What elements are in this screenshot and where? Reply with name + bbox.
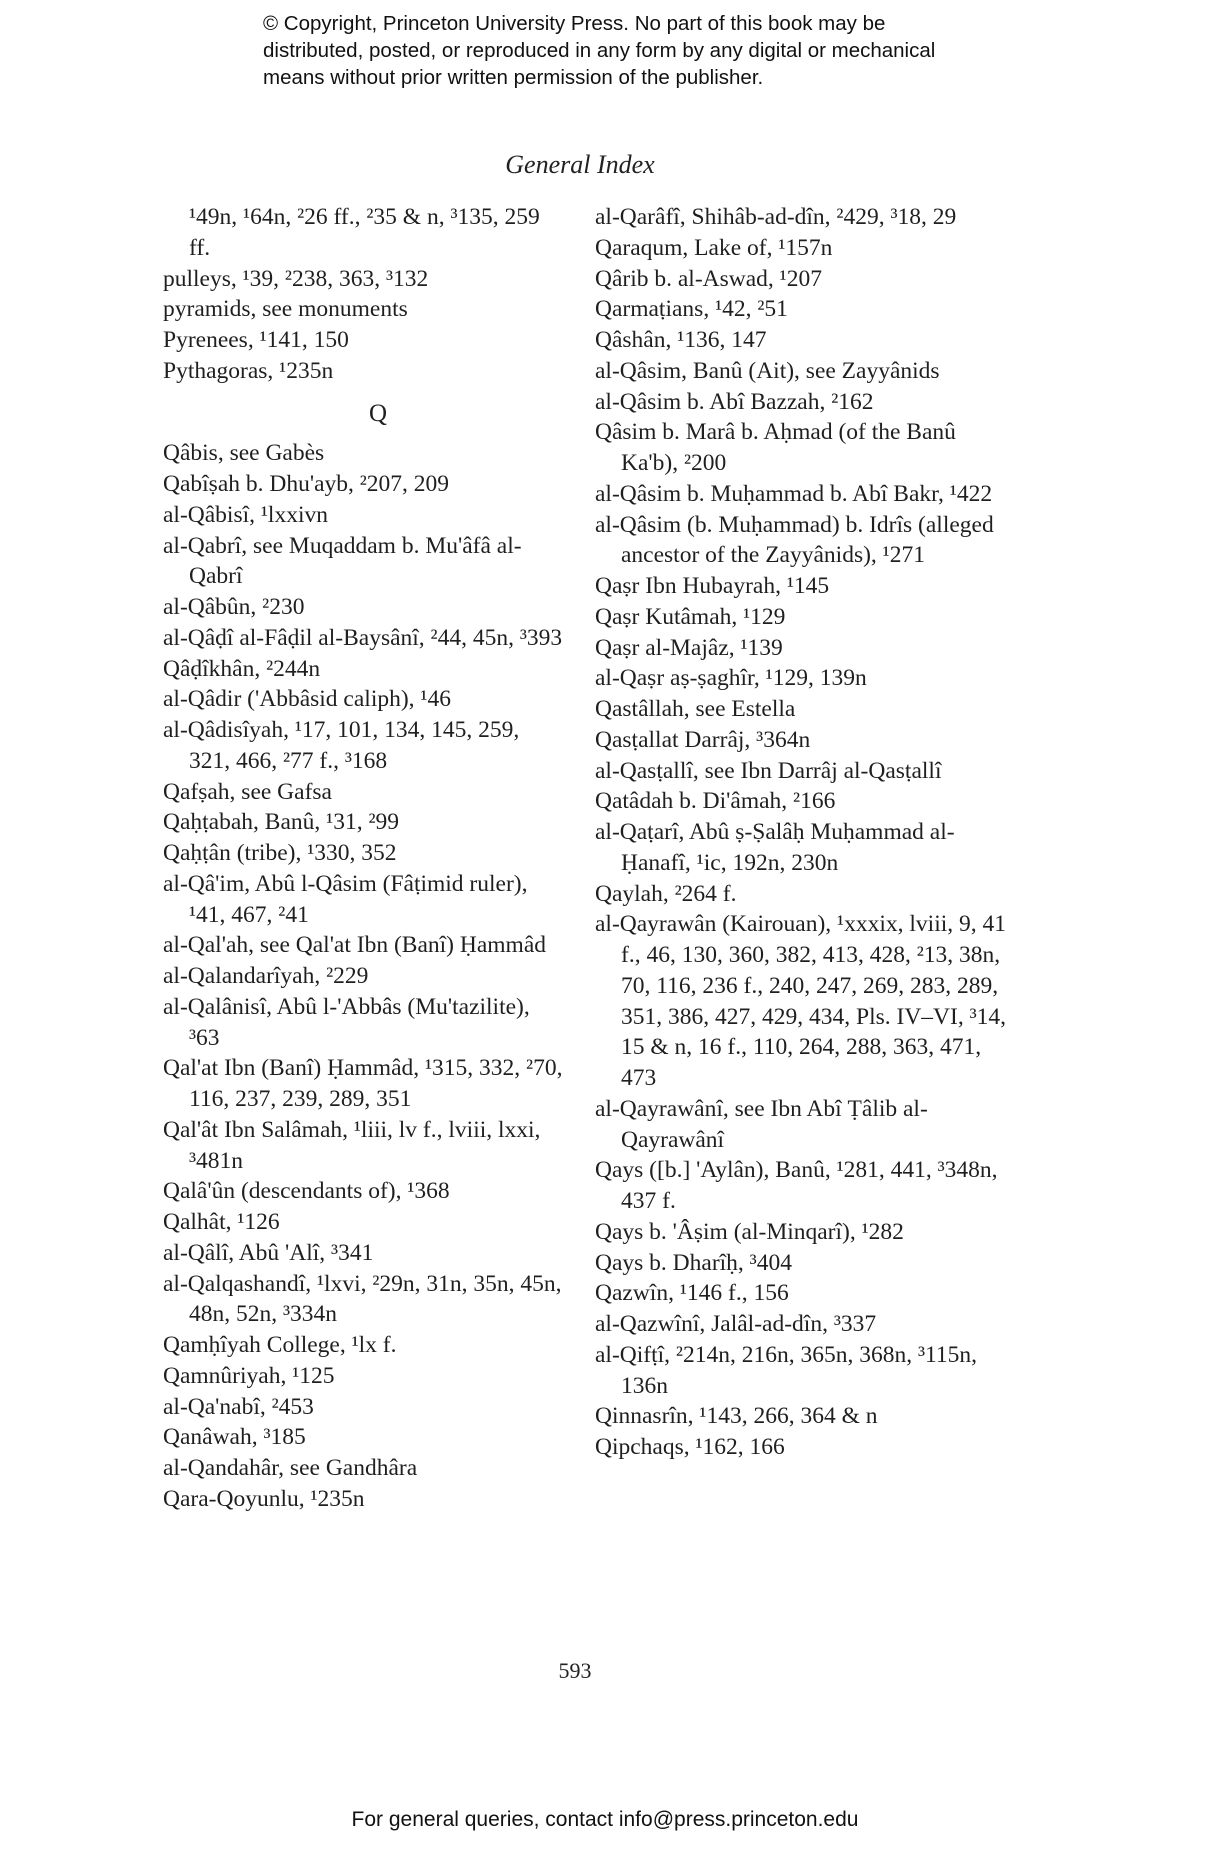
index-entry: al-Qalânisî, Abû l-'Abbâs (Mu'tazilite), ³63 <box>163 993 530 1051</box>
index-entry: Qal'ât Ibn Salâmah, ¹liii, lv f., lviii, lxxi, ³481n <box>163 1116 541 1174</box>
index-entry: al-Qayrawân (Kairouan), ¹xxxix, lviii, 9, 41 f., 46, 130, 360, 382, 413, 428, ²13, 38n, 70, 116, 236 f., 240, 247, 269, 283, 289, 351, 386, 427, 429, 434, Pls. IV–VI, ³14, 15 & n, 16 f., 110, 264, 288, 363, 471, 473 <box>595 911 1007 1091</box>
index-entry: Qara-Qoyunlu, ¹235n <box>163 1485 365 1512</box>
index-entry: Qâsim b. Marâ b. Aḥmad (of the Banû Ka'b), ²200 <box>595 419 956 476</box>
index-entry: al-Qâdisîyah, ¹17, 101, 134, 145, 259, 321, 466, ²77 f., ³168 <box>163 717 520 774</box>
index-entry: al-Qâdir ('Abbâsid caliph), ¹46 <box>163 686 451 713</box>
index-entry: al-Qâsim (b. Muḥammad) b. Idrîs (alleged ancestor of the Zayyânids), ¹271 <box>595 511 994 569</box>
index-entry: al-Qayrawânî, see Ibn Abî Ṭâlib al-Qayrawânî <box>595 1095 928 1153</box>
index-entry: al-Qâsim b. Muḥammad b. Abî Bakr, ¹422 <box>595 480 993 507</box>
index-entry: Qasṭallat Darrâj, ³364n <box>595 726 811 753</box>
index-entry: al-Qalandarîyah, ²229 <box>163 963 369 989</box>
index-entry: Qamḥîyah College, ¹lx f. <box>163 1332 397 1358</box>
index-entry: al-Qaṭarî, Abû ṣ-Ṣalâḥ Muḥammad al-Ḥanafî, ¹ic, 192n, 230n <box>595 819 955 876</box>
index-entry: Qaylah, ²264 f. <box>595 880 737 907</box>
index-entry: al-Qaṣr aṣ-ṣaghîr, ¹129, 139n <box>595 665 867 692</box>
index-entry: al-Qâsim, Banû (Ait), see Zayyânids <box>595 357 940 384</box>
index-entry: al-Qâsim b. Abî Bazzah, ²162 <box>595 388 874 415</box>
index-entry: al-Qabrî, see Muqaddam b. Mu'âfâ al-Qabrî <box>163 532 522 590</box>
index-entry: al-Qasṭallî, see Ibn Darrâj al-Qasṭallî <box>595 757 942 784</box>
index-entry: pulleys, ¹39, ²238, 363, ³132 <box>163 265 429 292</box>
section-letter: Q <box>368 399 388 427</box>
copyright-line-1: © Copyright, Princeton University Press. No part of this book may be <box>263 12 886 35</box>
running-head: General Index <box>505 150 655 179</box>
index-entry: Qârib b. al-Aswad, ¹207 <box>595 265 822 292</box>
copyright-notice <box>263 10 1023 91</box>
index-entry: Qaṣr Kutâmah, ¹129 <box>595 603 786 630</box>
index-entry: Qal'at Ibn (Banî) Ḥammâd, ¹315, 332, ²70, 116, 237, 239, 289, 351 <box>163 1055 563 1112</box>
copyright-line-2: distributed, posted, or reproduced in any form by any digital or mechanical <box>263 39 936 62</box>
index-entry: Qanâwah, ³185 <box>163 1424 306 1451</box>
index-entry: Qalâ'ûn (descendants of), ¹368 <box>163 1178 450 1205</box>
index-entry: Qafṣah, see Gafsa <box>163 778 332 805</box>
index-entry: Qinnasrîn, ¹143, 266, 364 & n <box>595 1403 878 1430</box>
index-entry: al-Qal'ah, see Qal'at Ibn (Banî) Ḥammâd <box>163 932 547 959</box>
index-entry: Qays b. Dharîḥ, ³404 <box>595 1249 792 1276</box>
index-entry: Qâbis, see Gabès <box>163 440 325 467</box>
index-entry: Qaṣr Ibn Hubayrah, ¹145 <box>595 573 830 599</box>
index-entry: al-Qalqashandî, ¹lxvi, ²29n, 31n, 35n, 45n, 48n, 52n, ³334n <box>163 1270 562 1328</box>
index-entry: al-Qazwînî, Jalâl-ad-dîn, ³337 <box>595 1311 877 1337</box>
index-entry: ¹49n, ¹64n, ²26 ff., ²35 & n, ³135, 259 ff. <box>189 204 540 261</box>
index-entry: al-Qandahâr, see Gandhâra <box>163 1455 418 1481</box>
index-entry: Qaḥṭabah, Banû, ¹31, ²99 <box>163 809 399 836</box>
index-entry: Qazwîn, ¹146 f., 156 <box>595 1280 789 1307</box>
index-entry: Qalhât, ¹126 <box>163 1209 280 1235</box>
index-entry: al-Qâḍî al-Fâḍil al-Baysânî, ²44, 45n, ³393 <box>163 624 563 651</box>
index-entry: Qabîṣah b. Dhu'ayb, ²207, 209 <box>163 471 450 497</box>
index-entry: Qastâllah, see Estella <box>595 696 796 722</box>
index-entry: Qâḍîkhân, ²244n <box>163 655 321 682</box>
index-column-left <box>163 202 563 1515</box>
index-entry: al-Qâ'im, Abû l-Qâsim (Fâṭimid ruler), ¹41, 467, ²41 <box>163 870 528 928</box>
page-number: 593 <box>558 1658 592 1683</box>
index-entry: Qays b. 'Âṣim (al-Minqarî), ¹282 <box>595 1218 904 1245</box>
footer-contact: For general queries, contact info@press.princeton.edu <box>351 1808 859 1831</box>
index-entry: Pythagoras, ¹235n <box>163 357 334 384</box>
index-entry: Qaṣr al-Majâz, ¹139 <box>595 634 783 661</box>
index-entry: al-Qâbisî, ¹lxxivn <box>163 501 328 528</box>
index-entry: al-Qâbûn, ²230 <box>163 594 305 620</box>
index-entry: al-Qâlî, Abû 'Alî, ³341 <box>163 1239 374 1266</box>
copyright-line-3: means without prior written permission of the publisher. <box>263 66 764 89</box>
index-column-right <box>595 202 1015 1463</box>
index-entry: Qays ([b.] 'Aylân), Banû, ¹281, 441, ³348n, 437 f. <box>595 1157 998 1214</box>
index-entry: Qatâdah b. Di'âmah, ²166 <box>595 788 836 815</box>
index-entry: Qaraqum, Lake of, ¹157n <box>595 234 833 261</box>
index-entry: Qâshân, ¹136, 147 <box>595 327 767 353</box>
index-entry: Qaḥṭân (tribe), ¹330, 352 <box>163 840 397 866</box>
index-entry: Qamnûriyah, ¹125 <box>163 1362 335 1389</box>
index-entry: pyramids, see monuments <box>163 296 408 323</box>
index-entry: al-Qa'nabî, ²453 <box>163 1393 314 1420</box>
index-entry: al-Qifṭî, ²214n, 216n, 365n, 368n, ³115n, 136n <box>595 1341 978 1399</box>
index-entry: Qarmaṭians, ¹42, ²51 <box>595 296 788 323</box>
index-entry: al-Qarâfî, Shihâb-ad-dîn, ²429, ³18, 29 <box>595 204 957 230</box>
index-entry: Pyrenees, ¹141, 150 <box>163 327 349 353</box>
index-entry: Qipchaqs, ¹162, 166 <box>595 1434 785 1460</box>
